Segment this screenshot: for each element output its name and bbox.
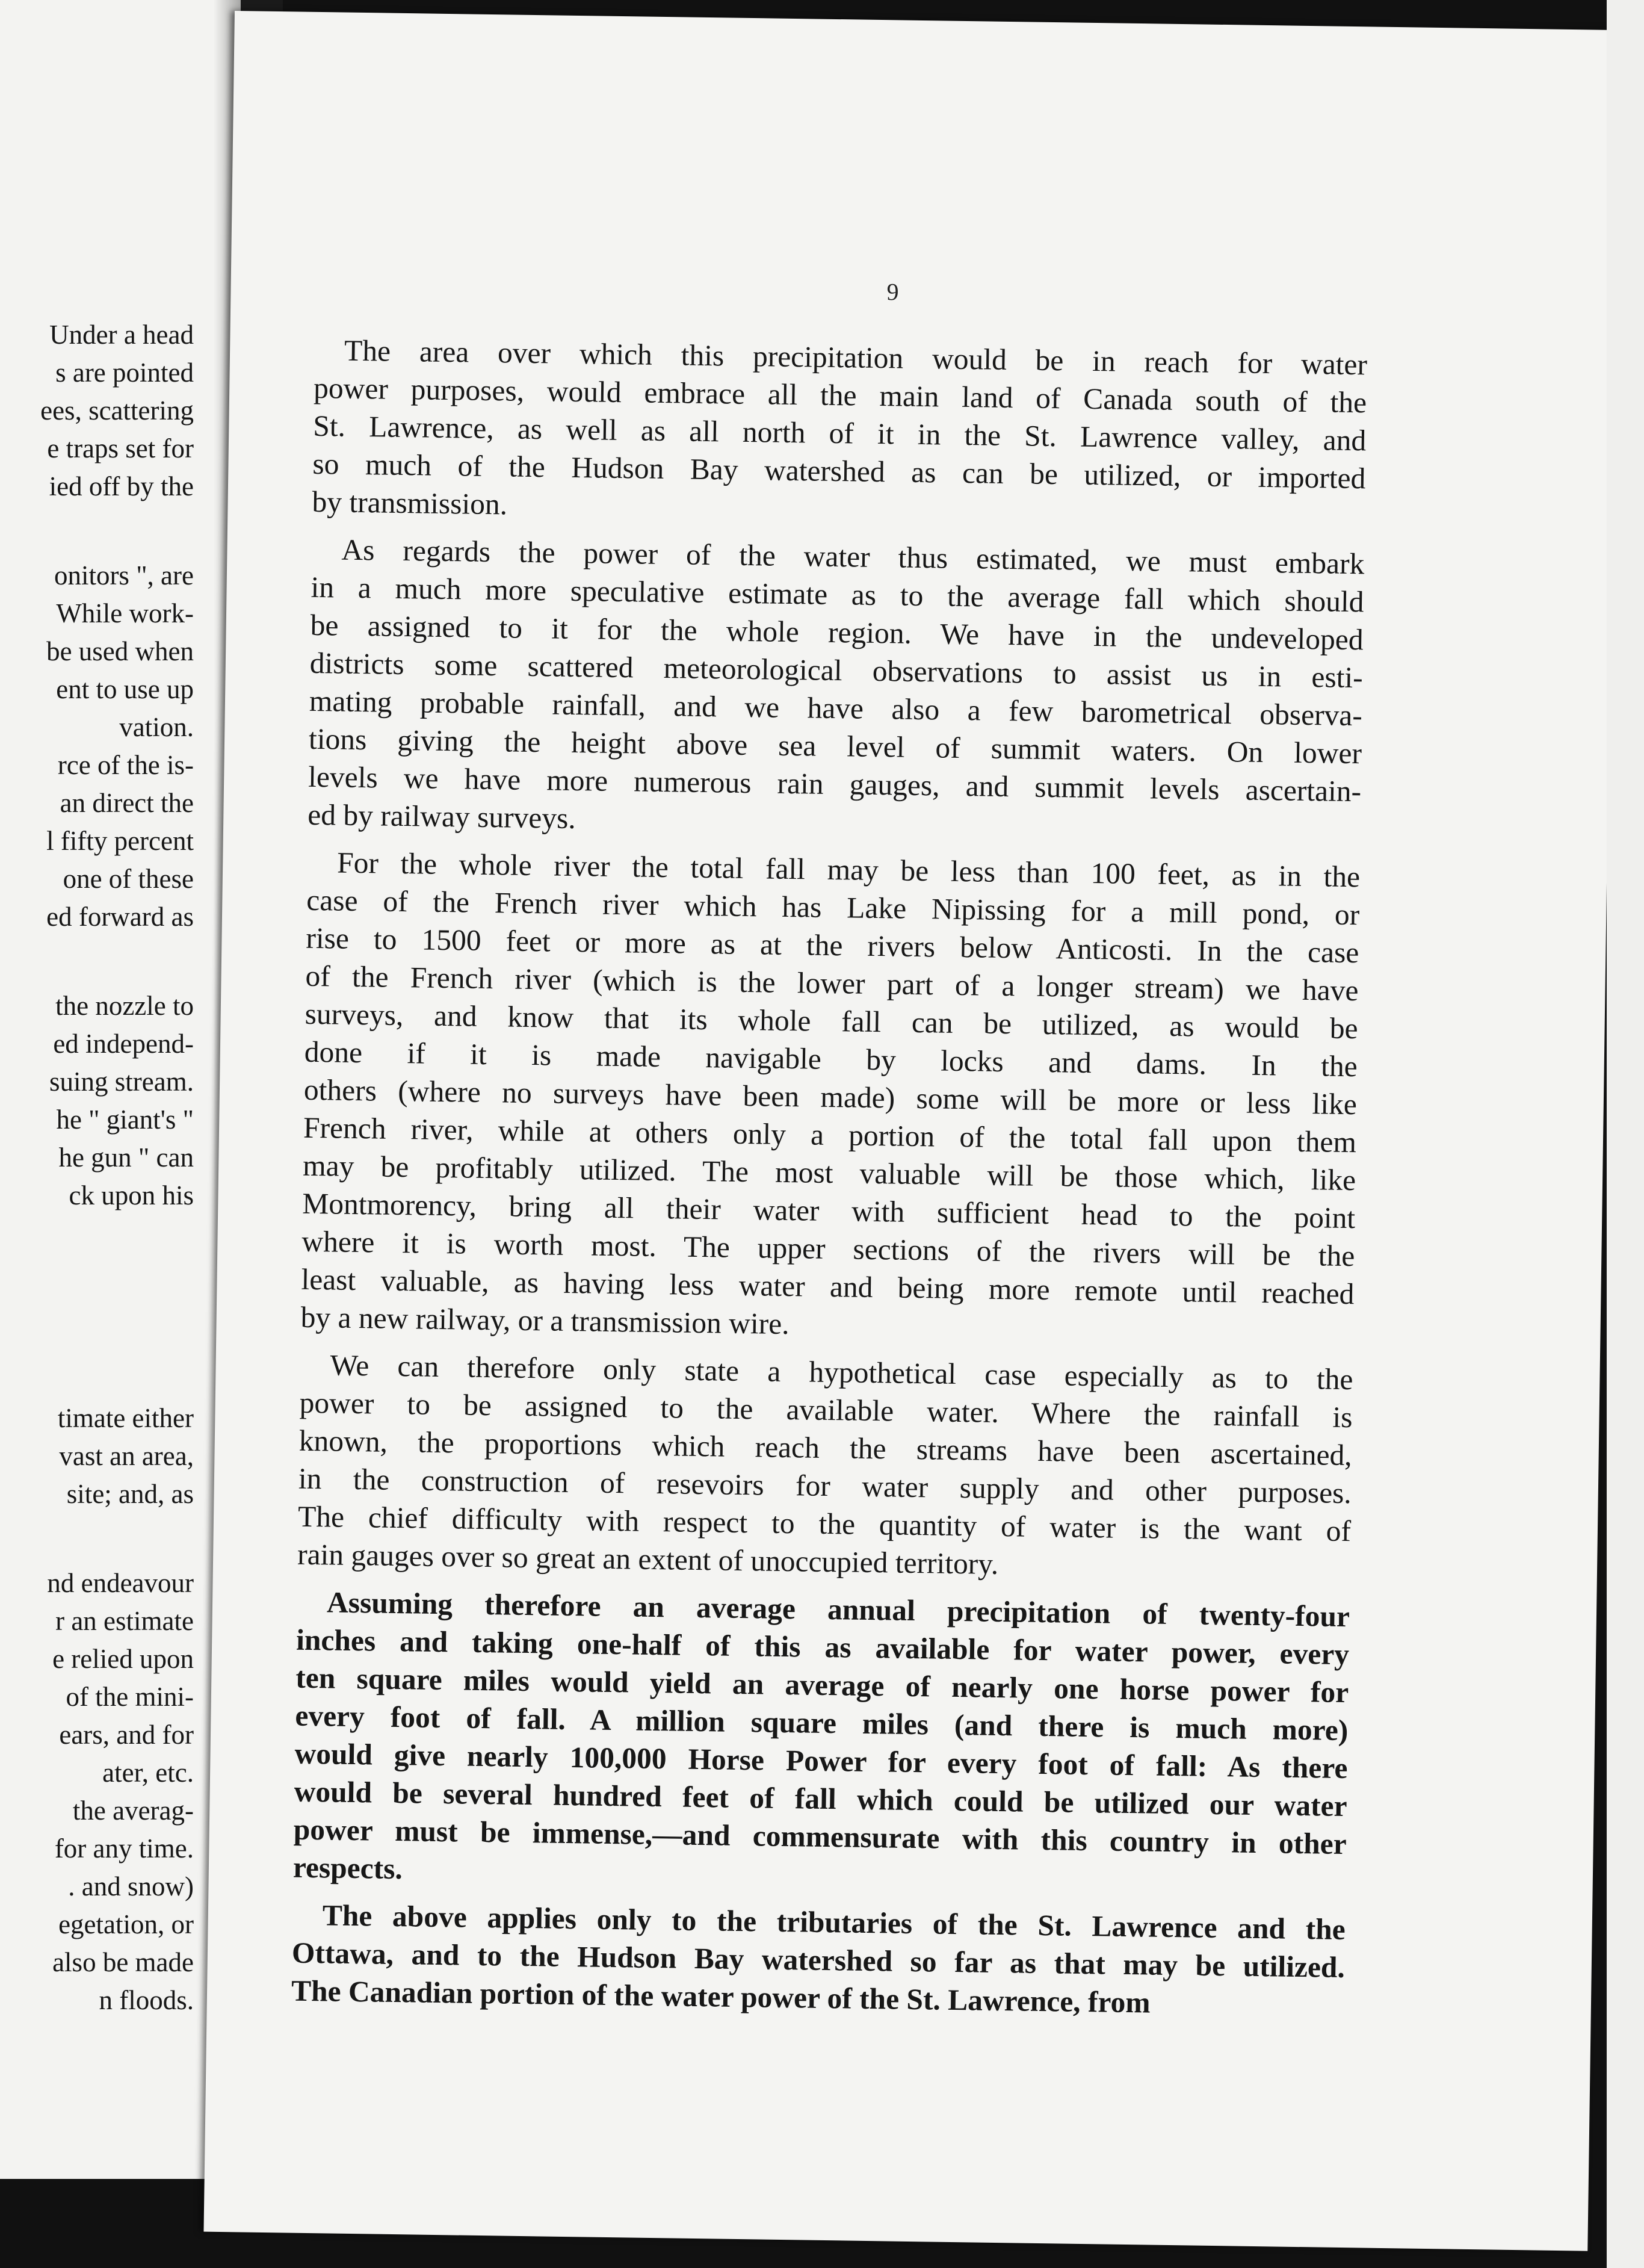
left-page-line: vation. xyxy=(119,712,194,742)
right-page xyxy=(203,11,1618,2251)
text-line: tions giving the height above sea level of summit waters. On lower xyxy=(308,722,1362,770)
text-line: rain gauges over so great an extent of unoccupied territory. xyxy=(297,1537,999,1581)
left-page-line: ees, scattering xyxy=(40,395,194,426)
left-page-line: ed independ- xyxy=(53,1029,194,1059)
text-line: would give nearly 100,000 Horse Power for every foot of fall: As there xyxy=(294,1737,1348,1785)
body-text xyxy=(291,331,1368,2024)
text-line: Ottawa, and to the Hudson Bay watershed so far as that may be utilized. xyxy=(291,1936,1346,1984)
text-line: We can therefore only state a hypothetical case especially as to the xyxy=(330,1348,1353,1396)
text-line: The area over which this precipitation would be in reach for water xyxy=(344,333,1368,382)
page-number: 9 xyxy=(886,278,899,306)
paragraph xyxy=(297,1346,1353,1588)
left-page-line: he gun " can xyxy=(58,1142,194,1173)
left-page-line: vast an area, xyxy=(59,1441,194,1471)
text-line: ed by railway surveys. xyxy=(307,798,576,835)
paragraph xyxy=(312,331,1367,535)
left-page-line: l fifty percent xyxy=(46,826,194,856)
left-page-line: s are pointed xyxy=(55,358,194,388)
paragraph xyxy=(293,1583,1350,1901)
left-page-line: egetation, or xyxy=(58,1909,194,1939)
left-page-line: ent to use up xyxy=(56,674,194,704)
text-line: others (where no surveys have been made) some will be more or less like xyxy=(303,1073,1358,1121)
text-line: rise to 1500 feet or more as at the rivers below Anticosti. In the case xyxy=(306,921,1359,970)
text-line: done if it is made navigable by locks and dams. In the xyxy=(304,1035,1358,1083)
text-line: As regards the power of the water thus estimated, we must embark xyxy=(341,533,1365,581)
left-page-line: While work- xyxy=(56,598,194,628)
left-page-line: ied off by the xyxy=(49,471,194,501)
text-line: case of the French river which has Lake Nipissing for a mill pond, or xyxy=(306,883,1360,932)
left-page-line: suing stream. xyxy=(49,1067,194,1097)
text-line: surveys, and know that its whole fall can be utilized, as would be xyxy=(304,997,1358,1046)
text-line: French river, while at others only a portion of the total fall upon them xyxy=(303,1111,1357,1159)
paragraph xyxy=(307,530,1365,848)
text-line: levels we have more numerous rain gauges, and summit levels ascertain- xyxy=(307,760,1362,808)
text-line: would be several hundred feet of fall which could be utilized our water xyxy=(294,1774,1347,1823)
left-page-line: for any time. xyxy=(54,1833,194,1864)
left-page-line: ck upon his xyxy=(69,1180,194,1210)
left-page-line: . and snow) xyxy=(68,1871,194,1901)
left-page-line: timate either xyxy=(57,1403,194,1433)
text-line: Assuming therefore an average annual precipitation of twenty-four xyxy=(326,1585,1350,1634)
left-page xyxy=(0,0,241,2179)
left-page-line: also be made xyxy=(52,1947,194,1977)
left-page-line: one of these xyxy=(63,864,194,894)
left-page-line: rce of the is- xyxy=(57,750,194,780)
text-line: The above applies only to the tributaries of the St. Lawrence and the xyxy=(322,1898,1346,1947)
text-line: least valuable, as having less water and being more remote until reached xyxy=(301,1262,1355,1311)
left-page-line: r an estimate xyxy=(55,1606,194,1636)
text-line: by a new railway, or a transmission wire. xyxy=(300,1300,790,1341)
left-page-line: the nozzle to xyxy=(55,991,194,1021)
page-right-edge xyxy=(1607,0,1644,2268)
left-page-line: nd endeavour xyxy=(47,1568,194,1598)
text-line: mating probable rainfall, and we have also a few barometrical observa- xyxy=(309,684,1363,733)
text-line: inches and taking one-half of this as available for water power, every xyxy=(295,1623,1350,1672)
text-line: power to be assigned to the available water. Where the rainfall is xyxy=(299,1386,1353,1434)
left-page-line: n floods. xyxy=(99,1985,194,2015)
left-page-line: site; and, as xyxy=(66,1479,194,1509)
text-line: power purposes, would embrace all the main land of Canada south of the xyxy=(313,371,1367,420)
text-line: so much of the Hudson Bay watershed as can be utilized, or imported xyxy=(312,447,1366,495)
left-page-line: the averag- xyxy=(72,1796,194,1826)
left-page-line: be used when xyxy=(46,636,194,666)
text-line: in a much more speculative estimate as to the average fall which should xyxy=(311,570,1364,619)
left-page-line: e traps set for xyxy=(47,433,194,463)
text-line: by transmission. xyxy=(312,485,508,521)
text-line: power must be immense,—and commensurate with this country in other xyxy=(293,1812,1347,1861)
paragraph xyxy=(291,1896,1346,2024)
text-line: Montmorency, bring all their water with sufficient head to the point xyxy=(301,1186,1356,1235)
text-line: in the construction of resevoirs for water supply and other purposes. xyxy=(298,1461,1352,1510)
left-page-line: ed forward as xyxy=(46,902,194,932)
text-line: where it is worth most. The upper sections of the rivers will be the xyxy=(301,1224,1355,1273)
text-line: districts some scattered meteorological observations to assist us in esti- xyxy=(309,646,1364,695)
left-page-line: ater, etc. xyxy=(102,1758,194,1788)
text-line: of the French river (which is the lower part of a longer stream) we have xyxy=(305,959,1359,1008)
text-line: The Canadian portion of the water power of the St. Lawrence, from xyxy=(291,1974,1151,2019)
text-line: known, the proportions which reach the streams have been ascertained, xyxy=(298,1424,1353,1472)
text-line: be assigned to it for the whole region. We have in the undeveloped xyxy=(310,608,1364,657)
text-line: For the whole river the total fall may be less than 100 feet, as in the xyxy=(336,846,1361,894)
text-line: St. Lawrence, as well as all north of it in the St. Lawrence valley, and xyxy=(313,409,1367,457)
left-page-line: e relied upon xyxy=(52,1644,194,1674)
left-page-line: of the mini- xyxy=(66,1682,194,1712)
text-line: may be profitably utilized. The most valuable will be those which, like xyxy=(302,1148,1356,1197)
left-page-line: Under a head xyxy=(49,320,194,350)
left-page-line: an direct the xyxy=(60,788,194,818)
paragraph xyxy=(300,843,1360,1351)
text-line: The chief difficulty with respect to the quantity of water is the want of xyxy=(297,1499,1352,1548)
text-line: respects. xyxy=(292,1850,403,1886)
text-line: every foot of fall. A million square miles (and there is much more) xyxy=(295,1699,1349,1747)
left-page-line: ears, and for xyxy=(59,1720,194,1750)
text-line: ten square miles would yield an average of nearly one horse power for xyxy=(295,1661,1349,1709)
left-page-line: he " giant's " xyxy=(56,1105,194,1135)
left-page-line: onitors ", are xyxy=(54,560,194,590)
